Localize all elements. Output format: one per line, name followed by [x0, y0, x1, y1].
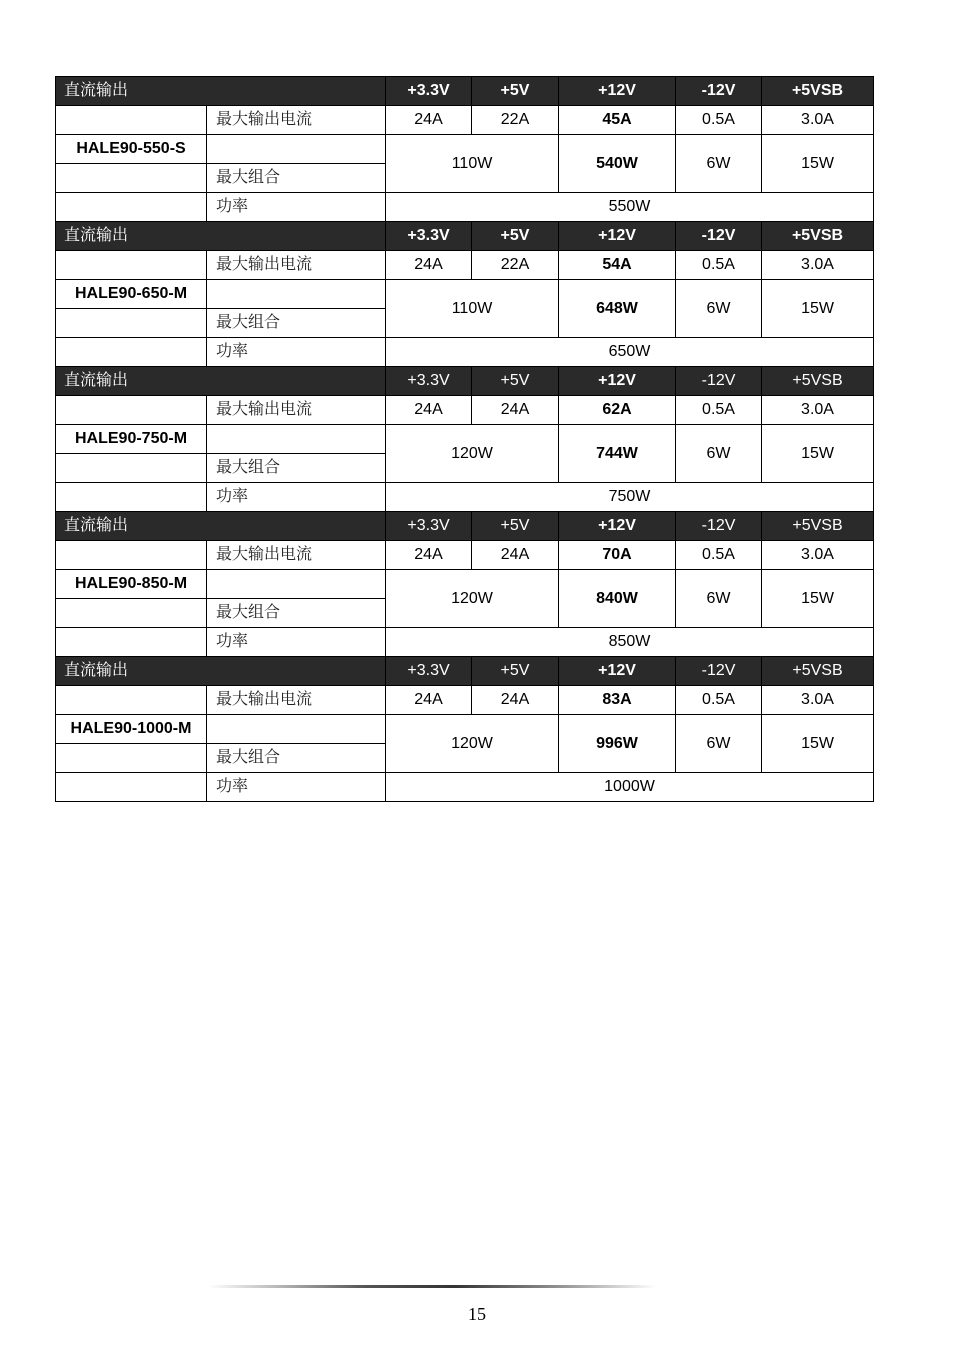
- rail-header: +3.3V: [386, 512, 472, 541]
- psu-spec-table: [55, 76, 874, 802]
- section-label: 直流输出: [56, 222, 386, 251]
- total-power: 750W: [386, 483, 874, 512]
- power-row: [56, 628, 874, 657]
- section-header-row: [56, 77, 874, 106]
- combined-12v: 648W: [559, 280, 676, 338]
- total-power: 650W: [386, 338, 874, 367]
- model-row: [56, 570, 874, 599]
- page-number: 15: [468, 1304, 486, 1324]
- current-value: 45A: [559, 106, 676, 135]
- section-label: 直流输出: [56, 657, 386, 686]
- model-name: HALE90-650-M: [56, 280, 207, 309]
- empty-cell: [56, 541, 207, 570]
- row-label: 功率: [207, 628, 386, 657]
- row-label: 功率: [207, 483, 386, 512]
- rail-header: +12V: [559, 222, 676, 251]
- rail-header: +5V: [472, 77, 559, 106]
- empty-cell: [56, 686, 207, 715]
- row-label: 功率: [207, 773, 386, 802]
- combined-5vsb: 15W: [762, 280, 874, 338]
- row-label: 最大输出电流: [207, 106, 386, 135]
- model-row: [56, 425, 874, 454]
- rail-header: -12V: [676, 512, 762, 541]
- current-value: 0.5A: [676, 686, 762, 715]
- empty-cell: [56, 744, 207, 773]
- footer-rule: [208, 1285, 656, 1288]
- rail-header: +5V: [472, 367, 559, 396]
- empty-cell: [56, 396, 207, 425]
- row-label: 功率: [207, 193, 386, 222]
- rail-header: -12V: [676, 367, 762, 396]
- total-power: 1000W: [386, 773, 874, 802]
- rail-header: +3.3V: [386, 657, 472, 686]
- rail-header: -12V: [676, 222, 762, 251]
- empty-cell: [56, 628, 207, 657]
- combined-33-5: 120W: [386, 715, 559, 773]
- combined-n12v: 6W: [676, 280, 762, 338]
- row-label: 最大输出电流: [207, 686, 386, 715]
- empty-cell: [207, 280, 386, 309]
- combined-33-5: 120W: [386, 570, 559, 628]
- row-label: 最大输出电流: [207, 541, 386, 570]
- empty-cell: [207, 135, 386, 164]
- current-value: 3.0A: [762, 106, 874, 135]
- row-label: 最大输出电流: [207, 251, 386, 280]
- max-current-row: [56, 541, 874, 570]
- current-value: 0.5A: [676, 106, 762, 135]
- max-current-row: [56, 396, 874, 425]
- combined-5vsb: 15W: [762, 715, 874, 773]
- current-value: 24A: [472, 686, 559, 715]
- current-value: 22A: [472, 106, 559, 135]
- current-value: 54A: [559, 251, 676, 280]
- current-value: 3.0A: [762, 541, 874, 570]
- empty-cell: [207, 425, 386, 454]
- current-value: 24A: [472, 541, 559, 570]
- power-row: [56, 773, 874, 802]
- rail-header: +5VSB: [762, 222, 874, 251]
- empty-cell: [56, 483, 207, 512]
- row-label: 最大组合: [207, 309, 386, 338]
- max-current-row: [56, 251, 874, 280]
- model-row: [56, 135, 874, 164]
- row-label: 最大组合: [207, 744, 386, 773]
- power-row: [56, 193, 874, 222]
- current-value: 24A: [386, 251, 472, 280]
- rail-header: -12V: [676, 657, 762, 686]
- current-value: 83A: [559, 686, 676, 715]
- combined-12v: 840W: [559, 570, 676, 628]
- empty-cell: [56, 599, 207, 628]
- empty-cell: [56, 106, 207, 135]
- section-header-row: [56, 367, 874, 396]
- rail-header: +5V: [472, 657, 559, 686]
- model-name: HALE90-1000-M: [56, 715, 207, 744]
- power-row: [56, 338, 874, 367]
- section-header-row: [56, 657, 874, 686]
- current-value: 70A: [559, 541, 676, 570]
- rail-header: +12V: [559, 367, 676, 396]
- empty-cell: [207, 570, 386, 599]
- empty-cell: [56, 251, 207, 280]
- rail-header: +12V: [559, 657, 676, 686]
- current-value: 3.0A: [762, 251, 874, 280]
- empty-cell: [56, 454, 207, 483]
- current-value: 3.0A: [762, 686, 874, 715]
- combined-n12v: 6W: [676, 425, 762, 483]
- total-power: 850W: [386, 628, 874, 657]
- max-current-row: [56, 686, 874, 715]
- combined-5vsb: 15W: [762, 425, 874, 483]
- combined-5vsb: 15W: [762, 135, 874, 193]
- row-label: 最大组合: [207, 599, 386, 628]
- combined-12v: 540W: [559, 135, 676, 193]
- empty-cell: [207, 715, 386, 744]
- max-current-row: [56, 106, 874, 135]
- combined-n12v: 6W: [676, 135, 762, 193]
- empty-cell: [56, 193, 207, 222]
- rail-header: +5V: [472, 222, 559, 251]
- current-value: 24A: [472, 396, 559, 425]
- row-label: 最大组合: [207, 164, 386, 193]
- power-row: [56, 483, 874, 512]
- empty-cell: [56, 164, 207, 193]
- spec-table-area: [55, 76, 873, 802]
- current-value: 0.5A: [676, 541, 762, 570]
- model-name: HALE90-550-S: [56, 135, 207, 164]
- rail-header: +12V: [559, 512, 676, 541]
- rail-header: +5VSB: [762, 77, 874, 106]
- rail-header: +5VSB: [762, 512, 874, 541]
- rail-header: +5VSB: [762, 657, 874, 686]
- current-value: 24A: [386, 106, 472, 135]
- combined-33-5: 110W: [386, 135, 559, 193]
- model-row: [56, 715, 874, 744]
- current-value: 62A: [559, 396, 676, 425]
- current-value: 24A: [386, 396, 472, 425]
- total-power: 550W: [386, 193, 874, 222]
- rail-header: +5VSB: [762, 367, 874, 396]
- section-header-row: [56, 222, 874, 251]
- empty-cell: [56, 338, 207, 367]
- combined-5vsb: 15W: [762, 570, 874, 628]
- section-header-row: [56, 512, 874, 541]
- combined-12v: 996W: [559, 715, 676, 773]
- model-name: HALE90-750-M: [56, 425, 207, 454]
- current-value: 24A: [386, 686, 472, 715]
- section-label: 直流输出: [56, 77, 386, 106]
- empty-cell: [56, 773, 207, 802]
- section-label: 直流输出: [56, 512, 386, 541]
- section-label: 直流输出: [56, 367, 386, 396]
- rail-header: -12V: [676, 77, 762, 106]
- rail-header: +3.3V: [386, 367, 472, 396]
- row-label: 功率: [207, 338, 386, 367]
- current-value: 0.5A: [676, 396, 762, 425]
- empty-cell: [56, 309, 207, 338]
- rail-header: +3.3V: [386, 222, 472, 251]
- current-value: 24A: [386, 541, 472, 570]
- current-value: 0.5A: [676, 251, 762, 280]
- rail-header: +12V: [559, 77, 676, 106]
- model-name: HALE90-850-M: [56, 570, 207, 599]
- row-label: 最大输出电流: [207, 396, 386, 425]
- combined-n12v: 6W: [676, 570, 762, 628]
- current-value: 22A: [472, 251, 559, 280]
- row-label: 最大组合: [207, 454, 386, 483]
- current-value: 3.0A: [762, 396, 874, 425]
- combined-12v: 744W: [559, 425, 676, 483]
- combined-33-5: 120W: [386, 425, 559, 483]
- rail-header: +5V: [472, 512, 559, 541]
- combined-n12v: 6W: [676, 715, 762, 773]
- rail-header: +3.3V: [386, 77, 472, 106]
- model-row: [56, 280, 874, 309]
- combined-33-5: 110W: [386, 280, 559, 338]
